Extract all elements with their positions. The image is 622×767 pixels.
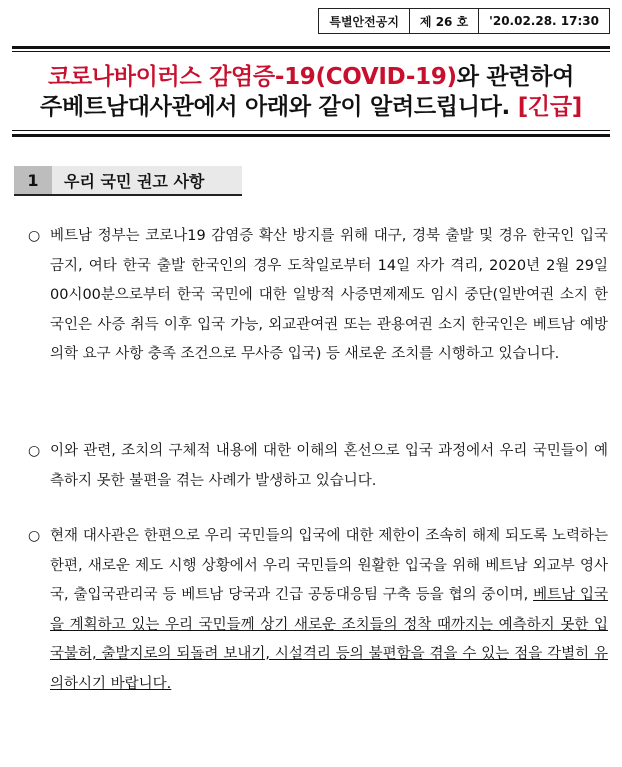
notice-category: 특별안전공지: [329, 14, 399, 29]
section-number: 1: [14, 166, 52, 194]
bullet-icon: ○: [28, 528, 41, 544]
title-top-rule-thin: [12, 51, 610, 52]
title-line-1: [0, 62, 622, 92]
title-bottom-rule: [12, 134, 610, 137]
title-covid-highlight: 코로나바이러스 감염증-19(COVID-19): [47, 64, 457, 90]
paragraph-text: 이와 관련, 조치의 구체적 내용에 대한 이해의 혼선으로 입국 과정에서 우리 국민들이 예측하지 못한 불편을 겪는 사례가 발생하고 있습니다.: [50, 443, 608, 489]
paragraph-text: [50, 522, 608, 699]
paragraph-text-underlined: 베트남 입국을 계획하고 있는 우리 국민들께 상기 새로운 조치들의 정착 때까지는 예측하지 못한 입국불허, 출발지로의 되돌려 보내기, 시설격리 등의 불편함을 겪을 수 있는 점을 각별히 유의하시기 바랍니다.: [50, 587, 608, 692]
title-line-2: [0, 92, 622, 122]
title-top-rule: [12, 46, 610, 49]
bullet-icon: ○: [28, 443, 41, 459]
title-line-2-text: 주베트남대사관에서 아래와 같이 알려드립니다.: [40, 94, 518, 120]
notice-issue-number: 제 26 호: [409, 9, 478, 33]
section-title: 우리 국민 권고 사항: [64, 171, 205, 191]
paragraph-text: 베트남 정부는 코로나19 감염증 확산 방지를 위해 대구, 경북 출발 및 경유 한국인 입국금지, 여타 한국 출발 한국인의 경우 도착일로부터 14일 자가 격리, 2020년 2월 29일 00시00분으로부터 한국 국민에 대한 일방적 사증면제제도 임시 중단(일반여권 소지 한국인은 사증 취득 이후 입국 가능, 외교관여권 또는 관용여권 소지 한국인은 베트남 예방의학 요구 사항 충족 조건으로 무사증 입국) 등 새로운 조치를 시행하고 있습니다.: [50, 228, 608, 362]
title-line-1-rest: 와 관련하여: [456, 64, 575, 90]
paragraph-3: [28, 522, 608, 699]
bullet-icon: ○: [28, 228, 41, 244]
section-heading: [14, 166, 242, 196]
paragraph-text-plain: 현재 대사관은 한편으로 우리 국민들의 입국에 대한 제한이 조속히 해제 되도록 노력하는 한편, 새로운 제도 시행 상황에서 우리 국민들의 원활한 입국을 위해 베트남 외교부 영사국, 출입국관리국 등 베트남 당국과 긴급 공동대응팀 구축 등을 협의 중이며,: [50, 528, 608, 603]
notice-header-box: [318, 8, 610, 34]
paragraph-1: [28, 222, 608, 370]
urgent-badge: [긴급]: [517, 94, 582, 120]
title-bottom-rule-thin: [12, 130, 610, 131]
page-title: [0, 62, 622, 122]
paragraph-2: [28, 437, 608, 496]
notice-datetime: '20.02.28. 17:30: [478, 9, 609, 33]
